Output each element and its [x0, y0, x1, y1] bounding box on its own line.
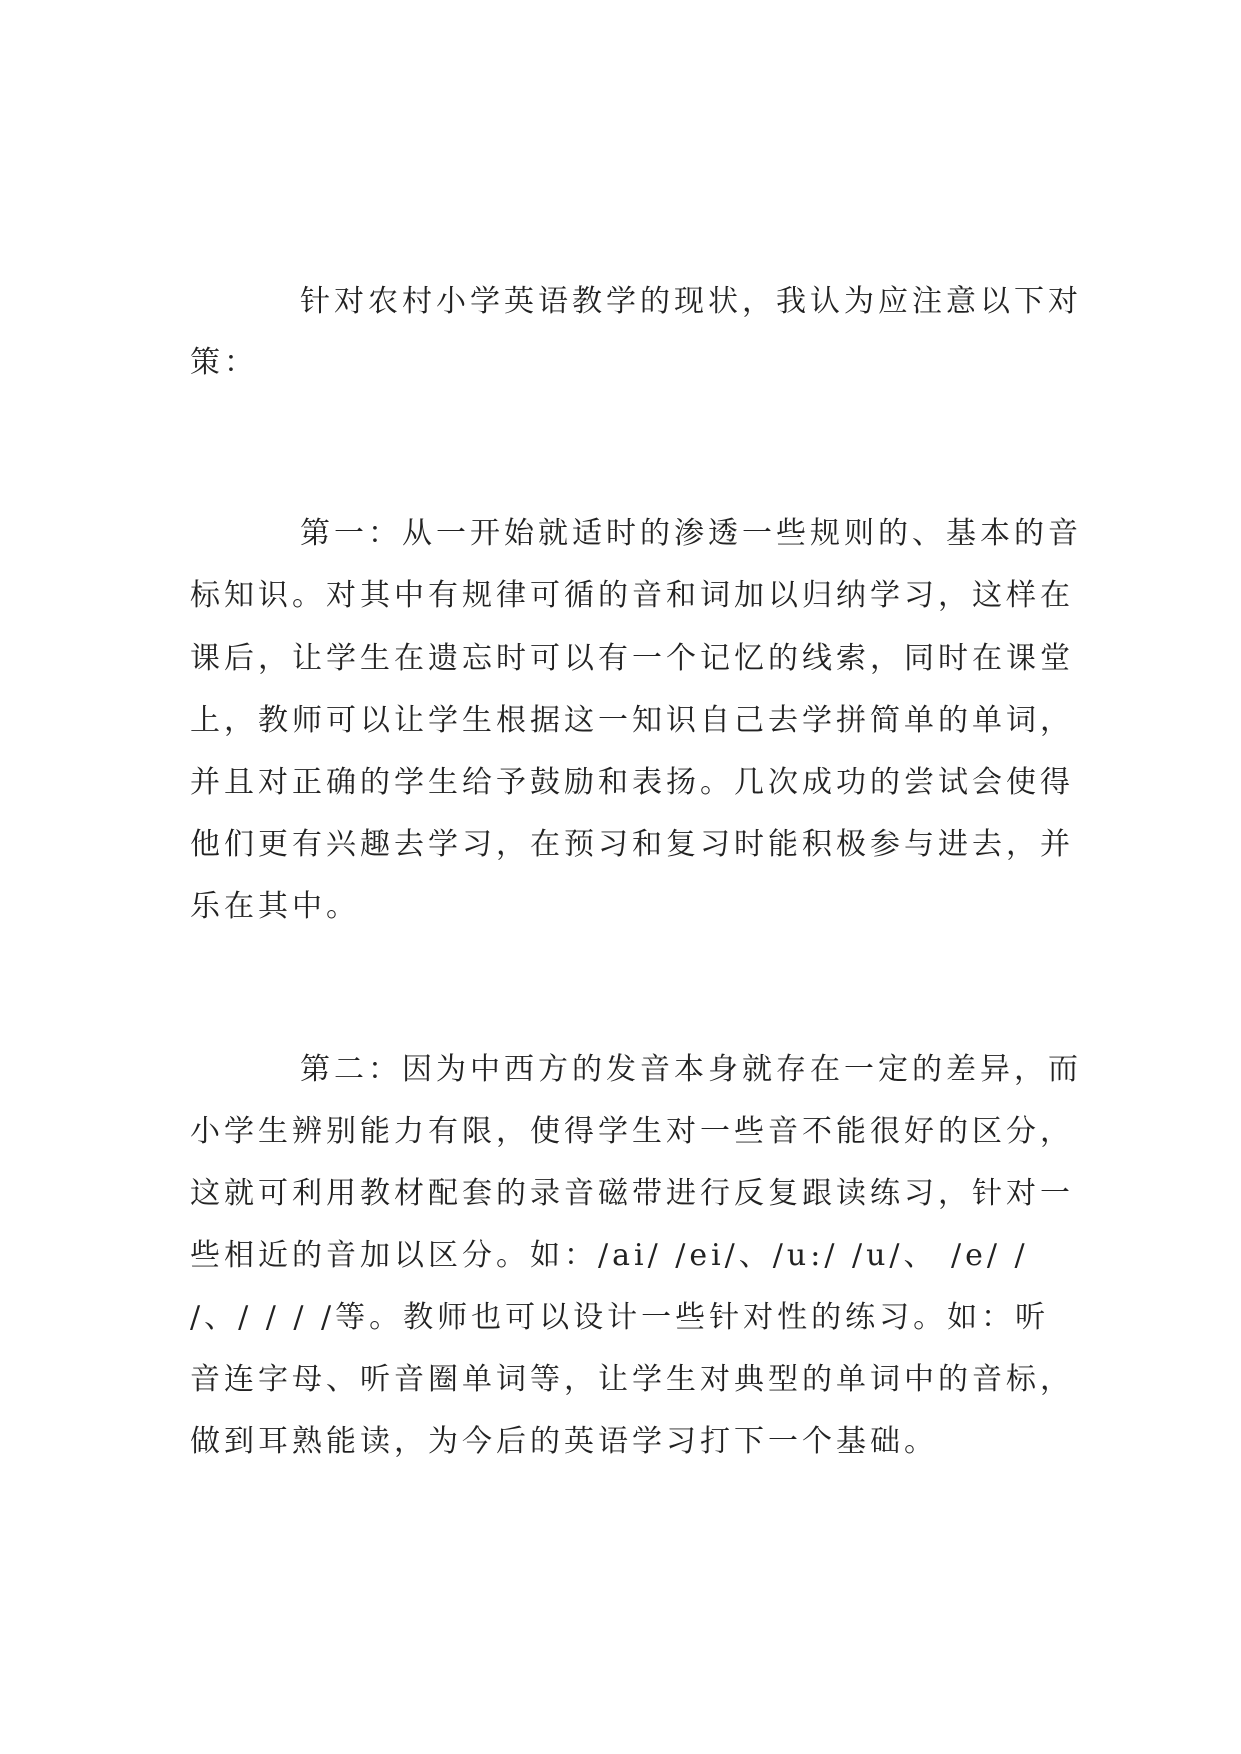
- paragraph-2-line-2: 标知识。对其中有规律可循的音和词加以归纳学习，这样在: [190, 578, 1074, 613]
- paragraph-3-line-3: 这就可利用教材配套的录音磁带进行反复跟读练习，针对一: [190, 1176, 1074, 1211]
- paragraph-3-line-7: 做到耳熟能读，为今后的英语学习打下一个基础。: [190, 1424, 938, 1459]
- paragraph-2-line-4: 上，教师可以让学生根据这一知识自己去学拼简单的单词，: [190, 703, 1074, 738]
- paragraph-2-line-6: 他们更有兴趣去学习，在预习和复习时能积极参与进去，并: [190, 827, 1074, 862]
- paragraph-3-line-2: 小学生辨别能力有限，使得学生对一些音不能很好的区分，: [190, 1114, 1074, 1149]
- paragraph-3-line-6: 音连字母、听音圈单词等，让学生对典型的单词中的音标，: [190, 1362, 1074, 1397]
- paragraph-2-line-3: 课后，让学生在遗忘时可以有一个记忆的线索，同时在课堂: [190, 641, 1074, 676]
- paragraph-3-line-4: 些相近的音加以区分。如：/ai/ /ei/、/u:/ /u/、 /e/ /: [190, 1238, 1029, 1273]
- paragraph-1-line-2: 策：: [190, 345, 258, 380]
- paragraph-1-line-1: 针对农村小学英语教学的现状，我认为应注意以下对: [300, 284, 1082, 319]
- paragraph-2-line-5: 并且对正确的学生给予鼓励和表扬。几次成功的尝试会使得: [190, 765, 1074, 800]
- paragraph-2-line-7: 乐在其中。: [190, 889, 360, 924]
- paragraph-3-line-5: /、/ / / /等。教师也可以设计一些针对性的练习。如：听: [190, 1300, 1050, 1335]
- paragraph-2-line-1: 第一：从一开始就适时的渗透一些规则的、基本的音: [300, 516, 1082, 551]
- paragraph-3-line-1: 第二：因为中西方的发音本身就存在一定的差异，而: [300, 1052, 1082, 1087]
